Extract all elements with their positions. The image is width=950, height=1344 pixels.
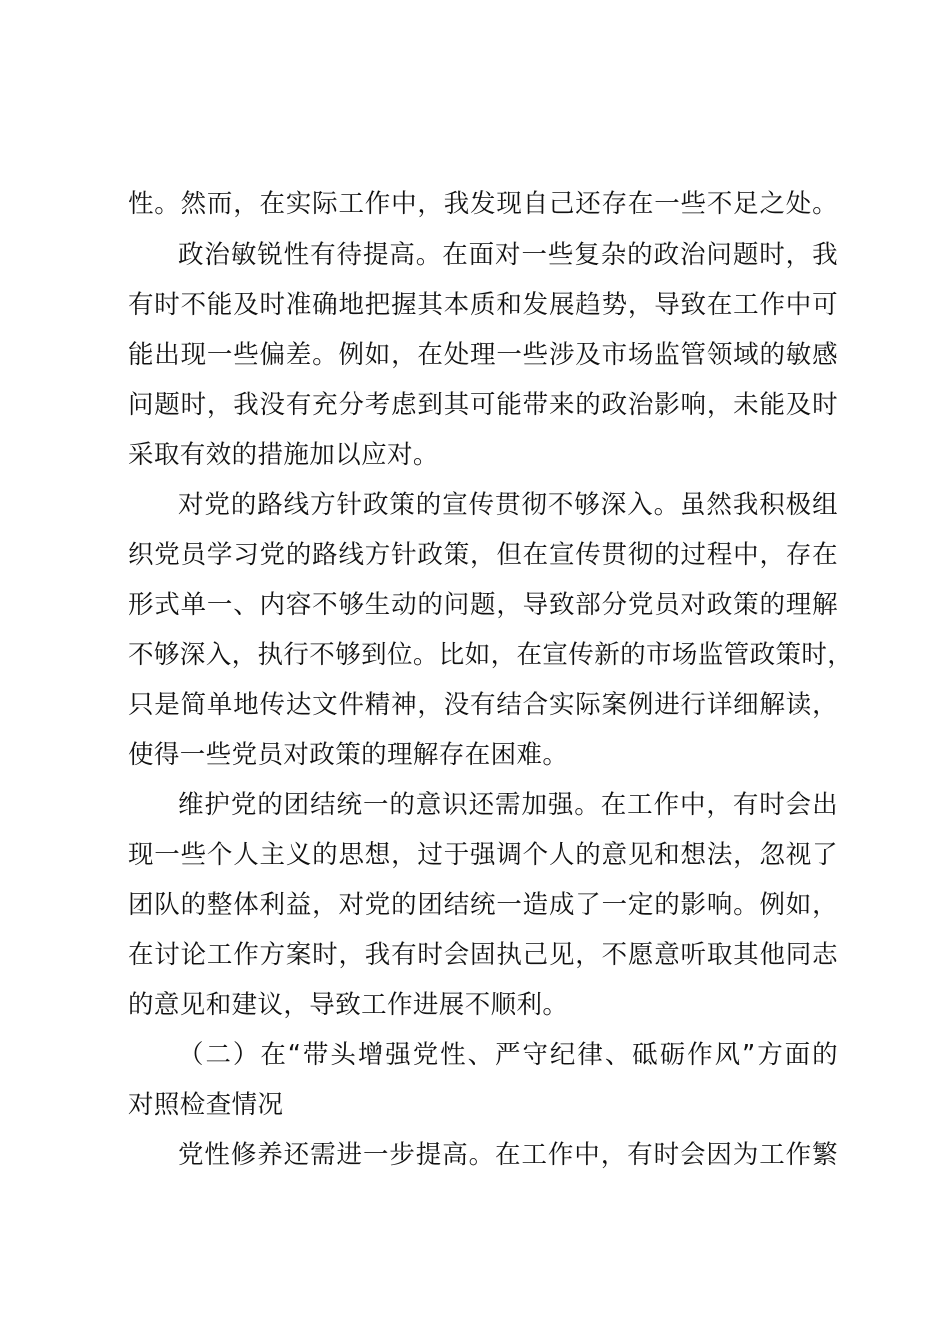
text-line: 有时不能及时准确地把握其本质和发展趋势，导致在工作中可 (128, 290, 838, 320)
text-line: 只是简单地传达文件精神，没有结合实际案例进行详细解读， (128, 690, 838, 720)
text-line: 性。然而，在实际工作中，我发现自己还存在一些不足之处。 (128, 189, 838, 219)
paragraph-end-line: 采取有效的措施加以应对。 (128, 440, 439, 470)
paragraph-end-line: 的意见和建议，导致工作进展不顺利。 (128, 990, 569, 1020)
text-line: 问题时，我没有充分考虑到其可能带来的政治影响，未能及时 (128, 390, 838, 420)
text-line: 在讨论工作方案时，我有时会固执己见，不愿意听取其他同志 (128, 940, 838, 970)
paragraph-start-line: 党性修养还需进一步提高。在工作中，有时会因为工作繁 (178, 1140, 838, 1170)
text-line: 团队的整体利益，对党的团结统一造成了一定的影响。例如， (128, 890, 838, 920)
paragraph-end-line: 使得一些党员对政策的理解存在困难。 (128, 740, 569, 770)
text-line: 织党员学习党的路线方针政策，但在宣传贯彻的过程中，存在 (128, 540, 838, 570)
paragraph-start-line: 维护党的团结统一的意识还需加强。在工作中，有时会出 (178, 790, 838, 820)
section-heading-line: （二）在“带头增强党性、严守纪律、砥砺作风”方面的 (178, 1040, 838, 1070)
section-heading-end-line: 对照检查情况 (128, 1090, 284, 1120)
text-line: 形式单一、内容不够生动的问题，导致部分党员对政策的理解 (128, 590, 838, 620)
text-line: 现一些个人主义的思想，过于强调个人的意见和想法，忽视了 (128, 840, 838, 870)
paragraph-start-line: 对党的路线方针政策的宣传贯彻不够深入。虽然我积极组 (178, 490, 838, 520)
text-line: 不够深入，执行不够到位。比如，在宣传新的市场监管政策时， (128, 640, 854, 670)
text-line: 能出现一些偏差。例如，在处理一些涉及市场监管领域的敏感 (128, 340, 838, 370)
paragraph-start-line: 政治敏锐性有待提高。在面对一些复杂的政治问题时，我 (178, 240, 838, 270)
